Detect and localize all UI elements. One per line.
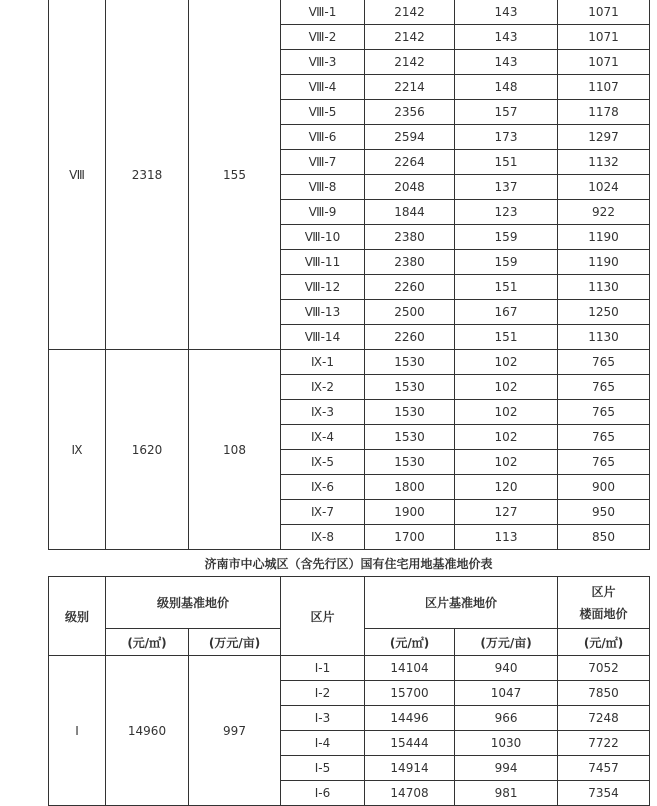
level-price-yuan-cell: 1620	[106, 350, 189, 550]
zone-cell: Ⅸ-7	[281, 500, 365, 525]
zone-cell: Ⅷ-8	[281, 175, 365, 200]
zone-cell: Ⅸ-8	[281, 525, 365, 550]
zone-price-yuan-cell: 14496	[365, 706, 455, 731]
zone-price-wan-cell: 151	[455, 325, 558, 350]
zone-price-yuan-cell: 2380	[365, 250, 455, 275]
zone-cell: Ⅰ-5	[281, 756, 365, 781]
lower-table-header	[49, 577, 650, 656]
zone-cell: Ⅸ-6	[281, 475, 365, 500]
header-floor-price	[558, 577, 650, 629]
table-title: 济南市中心城区（含先行区）国有住宅用地基准地价表	[204, 557, 493, 571]
lower-table-body	[49, 656, 650, 806]
floor-price-cell: 765	[558, 425, 650, 450]
zone-price-yuan-cell: 15700	[365, 681, 455, 706]
floor-price-cell: 1190	[558, 250, 650, 275]
zone-cell: Ⅷ-5	[281, 100, 365, 125]
zone-price-yuan-cell: 1700	[365, 525, 455, 550]
zone-price-yuan-cell: 2260	[365, 325, 455, 350]
header-unit-yuan: (元/㎡)	[106, 629, 189, 656]
floor-price-cell: 1250	[558, 300, 650, 325]
zone-price-wan-cell: 151	[455, 275, 558, 300]
zone-price-wan-cell: 151	[455, 150, 558, 175]
zone-price-wan-cell: 940	[455, 656, 558, 681]
zone-cell: Ⅰ-1	[281, 656, 365, 681]
floor-price-cell: 7457	[558, 756, 650, 781]
zone-price-yuan-cell: 2594	[365, 125, 455, 150]
floor-price-cell: 7248	[558, 706, 650, 731]
zone-price-wan-cell: 143	[455, 0, 558, 25]
upper-table-body	[49, 0, 650, 550]
floor-price-cell: 1297	[558, 125, 650, 150]
zone-price-wan-cell: 981	[455, 781, 558, 806]
zone-cell: Ⅷ-11	[281, 250, 365, 275]
zone-price-wan-cell: 966	[455, 706, 558, 731]
floor-price-cell: 1130	[558, 275, 650, 300]
floor-price-cell: 1071	[558, 0, 650, 25]
floor-price-cell: 950	[558, 500, 650, 525]
header-zone-price: 区片基准地价	[365, 577, 558, 629]
floor-price-cell: 765	[558, 375, 650, 400]
zone-price-yuan-cell: 1530	[365, 350, 455, 375]
zone-price-wan-cell: 167	[455, 300, 558, 325]
floor-price-cell: 1071	[558, 50, 650, 75]
zone-price-wan-cell: 159	[455, 250, 558, 275]
zone-price-wan-cell: 120	[455, 475, 558, 500]
zone-cell: Ⅷ-7	[281, 150, 365, 175]
zone-price-yuan-cell: 1800	[365, 475, 455, 500]
zone-cell: Ⅷ-6	[281, 125, 365, 150]
zone-price-yuan-cell: 2214	[365, 75, 455, 100]
zone-price-wan-cell: 143	[455, 25, 558, 50]
floor-price-cell: 1071	[558, 25, 650, 50]
zone-price-wan-cell: 137	[455, 175, 558, 200]
floor-price-cell: 1107	[558, 75, 650, 100]
zone-price-wan-cell: 173	[455, 125, 558, 150]
zone-price-wan-cell: 102	[455, 375, 558, 400]
zone-price-wan-cell: 102	[455, 400, 558, 425]
floor-price-cell: 7722	[558, 731, 650, 756]
zone-price-wan-cell: 1047	[455, 681, 558, 706]
zone-price-yuan-cell: 14914	[365, 756, 455, 781]
zone-price-wan-cell: 1030	[455, 731, 558, 756]
zone-price-yuan-cell: 2356	[365, 100, 455, 125]
zone-price-yuan-cell: 1900	[365, 500, 455, 525]
zone-cell: Ⅷ-14	[281, 325, 365, 350]
zone-cell: Ⅰ-3	[281, 706, 365, 731]
level-price-yuan-cell: 2318	[106, 0, 189, 350]
zone-price-wan-cell: 994	[455, 756, 558, 781]
level-cell: Ⅷ	[49, 0, 106, 350]
zone-price-wan-cell: 113	[455, 525, 558, 550]
zone-cell: Ⅷ-12	[281, 275, 365, 300]
level-price-yuan-cell: 14960	[106, 656, 189, 806]
zone-price-wan-cell: 148	[455, 75, 558, 100]
zone-price-yuan-cell: 1530	[365, 450, 455, 475]
zone-cell: Ⅸ-4	[281, 425, 365, 450]
zone-cell: Ⅷ-2	[281, 25, 365, 50]
zone-cell: Ⅷ-3	[281, 50, 365, 75]
table-row	[49, 350, 650, 375]
floor-price-cell: 7052	[558, 656, 650, 681]
level-price-wan-cell: 155	[189, 0, 281, 350]
zone-price-yuan-cell: 2380	[365, 225, 455, 250]
header-floor-price-line2: 楼面地价	[579, 606, 628, 621]
header-zone: 区片	[281, 577, 365, 656]
lower-price-table	[48, 576, 650, 806]
zone-price-wan-cell: 143	[455, 50, 558, 75]
header-row-1	[49, 577, 650, 629]
floor-price-cell: 765	[558, 400, 650, 425]
zone-price-yuan-cell: 2142	[365, 25, 455, 50]
table-row	[49, 0, 650, 25]
zone-cell: Ⅷ-4	[281, 75, 365, 100]
zone-cell: Ⅰ-4	[281, 731, 365, 756]
header-unit-yuan-zone: (元/㎡)	[365, 629, 455, 656]
zone-price-yuan-cell: 1844	[365, 200, 455, 225]
header-level-price: 级别基准地价	[106, 577, 281, 629]
floor-price-cell: 900	[558, 475, 650, 500]
zone-price-yuan-cell: 2048	[365, 175, 455, 200]
zone-price-yuan-cell: 2142	[365, 50, 455, 75]
floor-price-cell: 1024	[558, 175, 650, 200]
floor-price-cell: 1190	[558, 225, 650, 250]
zone-cell: Ⅸ-5	[281, 450, 365, 475]
zone-price-yuan-cell: 1530	[365, 425, 455, 450]
upper-price-table	[48, 0, 650, 550]
zone-price-wan-cell: 102	[455, 450, 558, 475]
header-unit-wan-zone: (万元/亩)	[455, 629, 558, 656]
zone-cell: Ⅸ-3	[281, 400, 365, 425]
zone-price-yuan-cell: 15444	[365, 731, 455, 756]
header-floor-price-line1: 区片	[591, 584, 616, 599]
floor-price-cell: 765	[558, 450, 650, 475]
floor-price-cell: 1132	[558, 150, 650, 175]
header-unit-floor: (元/㎡)	[558, 629, 650, 656]
floor-price-cell: 7850	[558, 681, 650, 706]
zone-price-wan-cell: 159	[455, 225, 558, 250]
zone-price-yuan-cell: 14104	[365, 656, 455, 681]
zone-price-wan-cell: 102	[455, 350, 558, 375]
level-cell: Ⅸ	[49, 350, 106, 550]
zone-cell: Ⅷ-1	[281, 0, 365, 25]
zone-price-yuan-cell: 2264	[365, 150, 455, 175]
table-row	[49, 656, 650, 681]
zone-cell: Ⅰ-6	[281, 781, 365, 806]
zone-cell: Ⅷ-13	[281, 300, 365, 325]
zone-cell: Ⅰ-2	[281, 681, 365, 706]
floor-price-cell: 922	[558, 200, 650, 225]
zone-price-wan-cell: 123	[455, 200, 558, 225]
zone-cell: Ⅷ-10	[281, 225, 365, 250]
zone-price-wan-cell: 157	[455, 100, 558, 125]
level-cell: Ⅰ	[49, 656, 106, 806]
zone-price-wan-cell: 102	[455, 425, 558, 450]
zone-price-yuan-cell: 2500	[365, 300, 455, 325]
zone-cell: Ⅸ-1	[281, 350, 365, 375]
zone-price-wan-cell: 127	[455, 500, 558, 525]
header-level: 级别	[49, 577, 106, 656]
zone-cell: Ⅷ-9	[281, 200, 365, 225]
zone-price-yuan-cell: 1530	[365, 375, 455, 400]
zone-price-yuan-cell: 2260	[365, 275, 455, 300]
floor-price-cell: 7354	[558, 781, 650, 806]
floor-price-cell: 1178	[558, 100, 650, 125]
zone-price-yuan-cell: 1530	[365, 400, 455, 425]
header-unit-wan: (万元/亩)	[189, 629, 281, 656]
floor-price-cell: 765	[558, 350, 650, 375]
floor-price-cell: 850	[558, 525, 650, 550]
level-price-wan-cell: 997	[189, 656, 281, 806]
zone-price-yuan-cell: 2142	[365, 0, 455, 25]
floor-price-cell: 1130	[558, 325, 650, 350]
level-price-wan-cell: 108	[189, 350, 281, 550]
zone-price-yuan-cell: 14708	[365, 781, 455, 806]
zone-cell: Ⅸ-2	[281, 375, 365, 400]
